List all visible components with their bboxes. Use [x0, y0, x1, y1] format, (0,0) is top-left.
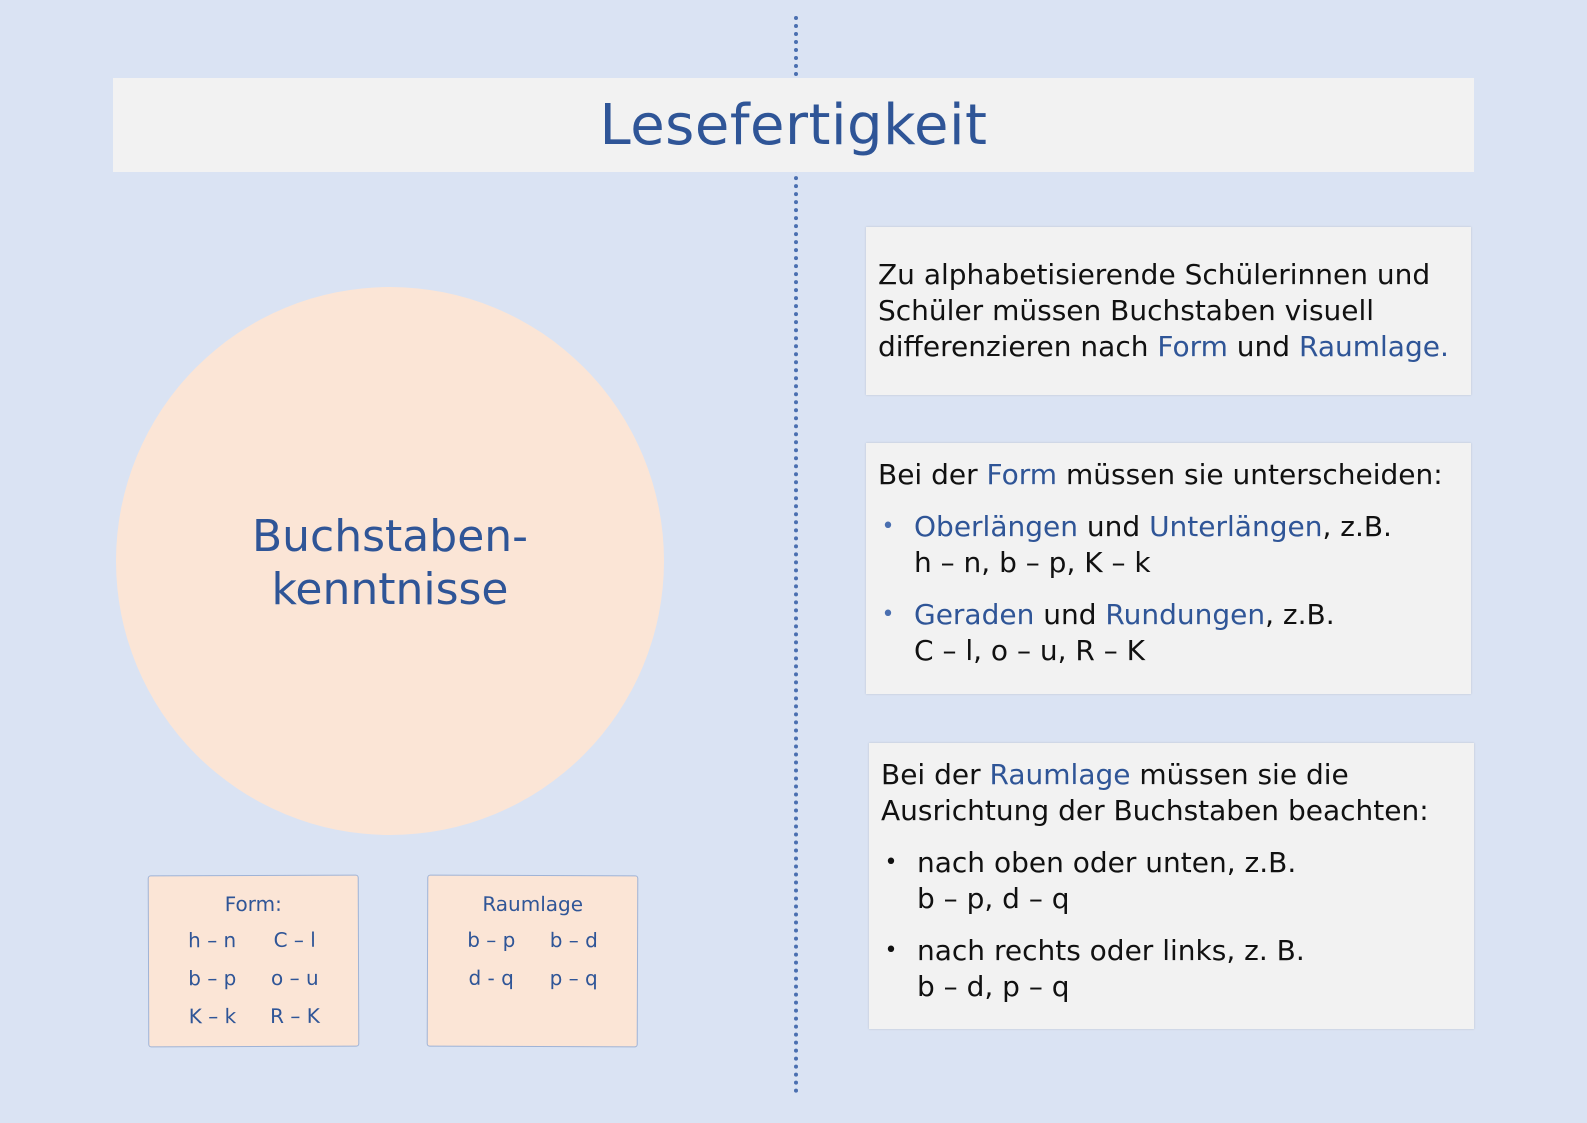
- item-example: h – n, b – p, K – k: [914, 546, 1151, 579]
- form-card: [148, 875, 360, 1048]
- item-text: nach oben oder unten, z.B.: [917, 846, 1297, 879]
- form-pair: C – l: [273, 927, 316, 952]
- list-item: [881, 933, 1462, 1005]
- intro-text-b: und: [1227, 330, 1299, 363]
- intro-text: [878, 257, 1459, 365]
- form-card-heading: Form:: [224, 891, 282, 917]
- form-pair: R – K: [270, 1003, 320, 1028]
- item-example: C – l, o – u, R – K: [914, 634, 1146, 667]
- raumlage-pair: b – d: [549, 928, 598, 953]
- raumlage-pair: d - q: [468, 965, 514, 990]
- intro-text-a: Zu alphabetisierende Schülerinnen und Schüler müssen Buchstaben visuell differenzieren nach: [878, 258, 1431, 363]
- form-pair: b – p: [188, 966, 237, 991]
- intro-highlight-raumlage: Raumlage.: [1298, 330, 1449, 363]
- item-text: nach rechts oder links, z. B.: [917, 934, 1305, 967]
- raumlage-box-intro-a: Bei der: [881, 758, 990, 791]
- raumlage-box-intro: [881, 757, 1462, 829]
- raumlage-box-intro-b: müssen sie die Ausrichtung der Buchstaben beachten:: [881, 758, 1429, 827]
- bullet-icon: •: [884, 850, 898, 875]
- form-box-intro-a: Bei der: [878, 458, 987, 491]
- item-highlight-2: Unterlängen: [1149, 510, 1323, 543]
- form-box-list: [878, 509, 1459, 669]
- raumlage-box-intro-highlight: Raumlage: [989, 758, 1131, 791]
- form-box-intro-b: müssen sie unterscheiden:: [1057, 458, 1443, 491]
- form-pair: h – n: [188, 928, 237, 953]
- item-end: , z.B.: [1322, 510, 1392, 543]
- bullet-icon: •: [881, 514, 895, 539]
- item-highlight-1: Oberlängen: [914, 510, 1078, 543]
- topic-circle-label: [252, 510, 528, 616]
- item-example: b – d, p – q: [917, 970, 1070, 1003]
- topic-line-2: kenntnisse: [271, 564, 509, 615]
- intro-highlight-form: Form: [1157, 330, 1228, 363]
- raumlage-pair: b – p: [467, 927, 516, 952]
- item-mid: und: [1034, 598, 1106, 631]
- item-highlight-1: Geraden: [914, 598, 1035, 631]
- topic-line-1: Buchstaben-: [251, 511, 529, 562]
- item-example: b – p, d – q: [917, 882, 1070, 915]
- list-item: [878, 509, 1459, 581]
- topic-circle: [116, 287, 664, 835]
- title-bar: [113, 78, 1474, 172]
- list-item: [881, 845, 1462, 917]
- bullet-icon: •: [881, 602, 895, 627]
- item-end: , z.B.: [1265, 598, 1335, 631]
- form-box: [866, 443, 1471, 694]
- raumlage-card-heading: Raumlage: [482, 891, 584, 917]
- page-title: Lesefertigkeit: [599, 92, 988, 158]
- raumlage-box: [869, 743, 1474, 1029]
- bullet-icon: •: [884, 938, 898, 963]
- intro-box: [866, 227, 1471, 395]
- raumlage-pair: p – q: [549, 966, 598, 991]
- form-box-intro: [878, 457, 1459, 493]
- item-mid: und: [1077, 510, 1150, 543]
- form-pair: o – u: [270, 965, 319, 990]
- form-box-intro-highlight: Form: [986, 458, 1058, 491]
- raumlage-box-list: [881, 845, 1462, 1005]
- list-item: [878, 597, 1459, 669]
- form-pair: K – k: [188, 1004, 237, 1029]
- raumlage-card: [427, 875, 639, 1048]
- item-highlight-2: Rundungen: [1105, 598, 1266, 631]
- center-divider: [794, 16, 798, 1094]
